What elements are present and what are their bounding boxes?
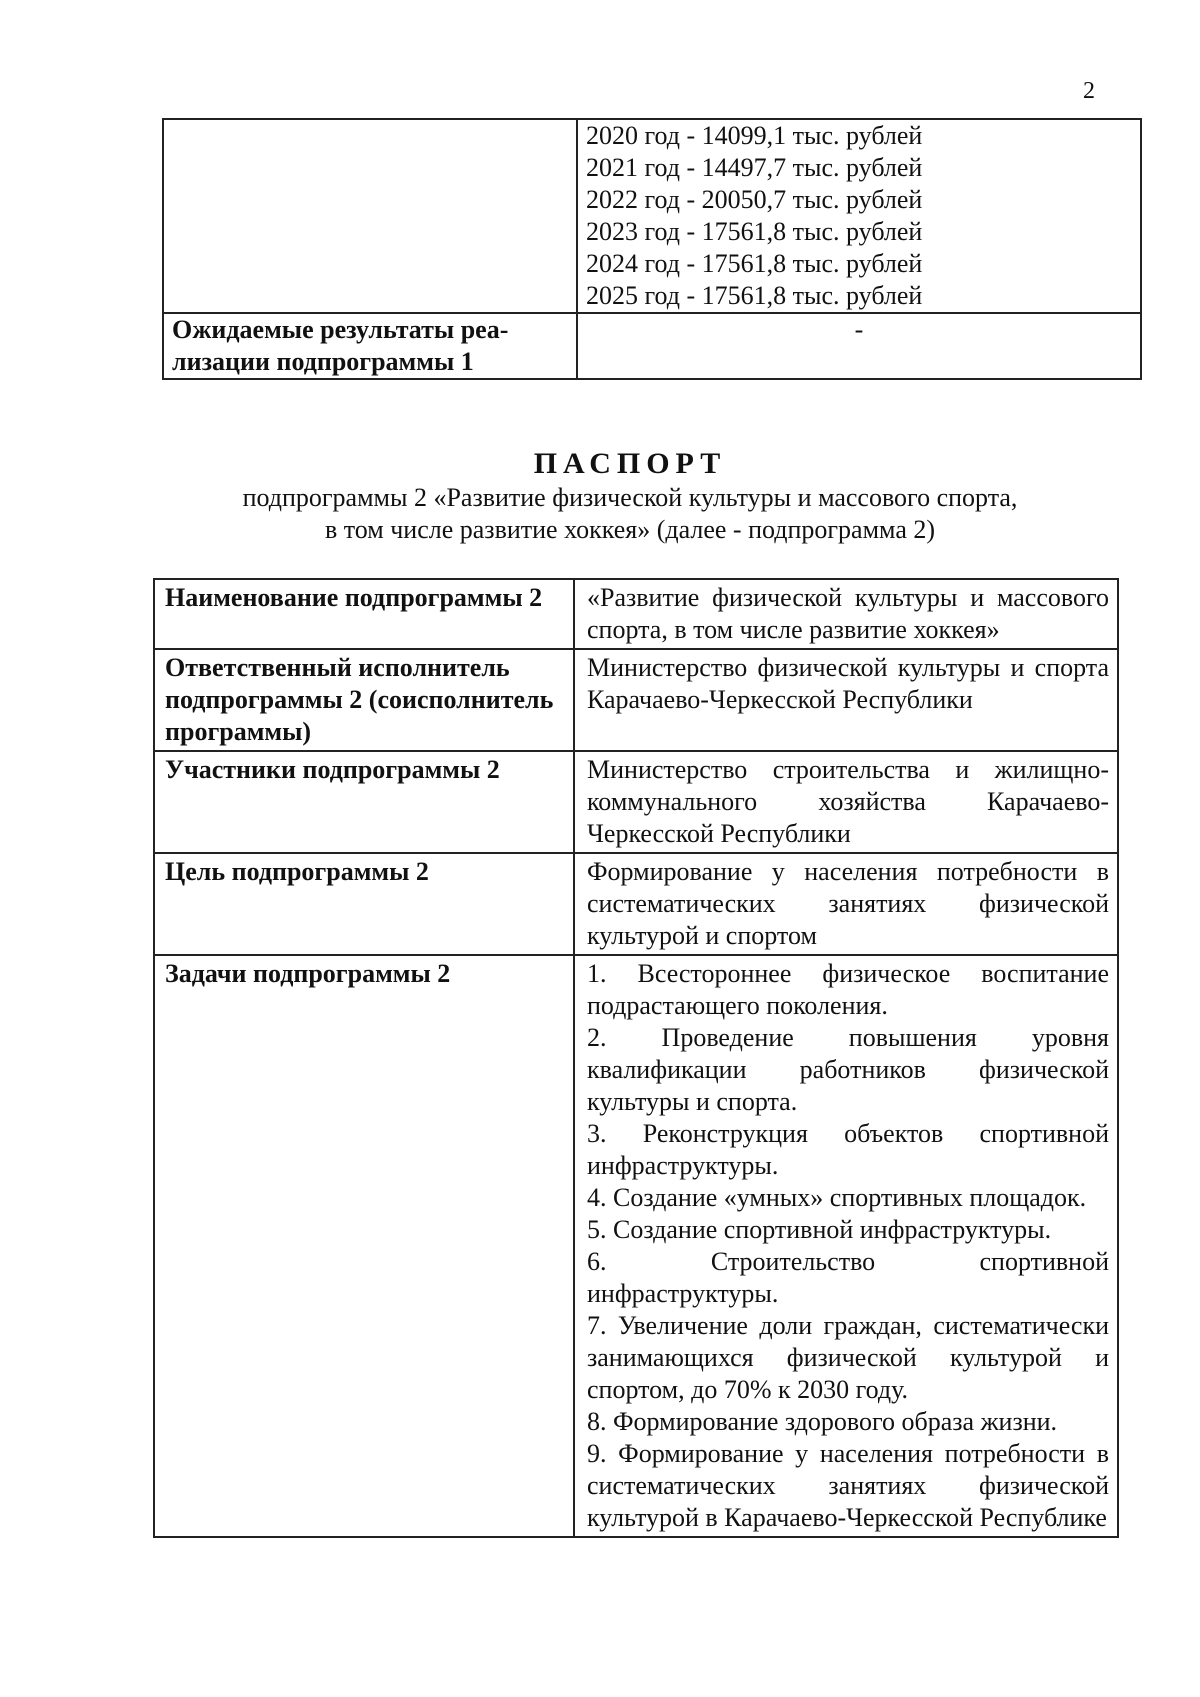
passport-table <box>153 578 1119 1538</box>
row-label: Цель подпрограммы 2 <box>154 853 574 955</box>
row-label: Участники подпрограммы 2 <box>154 751 574 853</box>
task-item: 1. Всестороннее физическое воспитание подрастающего поколения. <box>587 959 1109 1020</box>
task-item: 2. Проведение повышения уровня квалификации работников физической культуры и спорта. <box>587 1023 1109 1116</box>
results-label-cell <box>163 313 577 379</box>
tasks-list <box>574 955 1118 1537</box>
funding-line: 2020 год - 14099,1 тыс. рублей <box>586 121 923 150</box>
funding-label-cell <box>163 119 577 313</box>
results-value-cell: - <box>577 313 1141 379</box>
row-value: Министерство физической культуры и спорта Карачаево-Черкесской Республики <box>574 649 1118 751</box>
results-label-line: Ожидаемые результаты реа- <box>172 315 509 344</box>
passport-subtitle-line: в том числе развитие хоккея» (далее - подпрограмма 2) <box>324 515 936 544</box>
tasks-label: Задачи подпрограммы 2 <box>154 955 574 1537</box>
row-value: «Развитие физической культуры и массового спорта, в том числе развитие хоккея» <box>574 579 1118 649</box>
funding-line: 2023 год - 17561,8 тыс. рублей <box>586 217 923 246</box>
row-value: Формирование у населения потребности в систематических занятиях физической культурой и спортом <box>574 853 1118 955</box>
page-number: 2 <box>1083 78 1095 104</box>
task-item: 9. Формирование у населения потребности в систематических занятиях физической культурой в Карачаево-Черкесской Республике <box>587 1439 1109 1532</box>
task-item: 6. Строительство спортивной инфраструктуры. <box>587 1247 1109 1308</box>
passport-row-goal <box>154 853 1118 955</box>
row-value: Министерство строительства и жилищно-коммунального хозяйства Карачаево-Черкесской Республики <box>574 751 1118 853</box>
results-row <box>163 313 1141 379</box>
funding-line: 2024 год - 17561,8 тыс. рублей <box>586 249 923 278</box>
funding-line: 2021 год - 14497,7 тыс. рублей <box>586 153 923 182</box>
passport-subtitle-line: подпрограммы 2 «Развитие физической культуры и массового спорта, <box>242 483 1018 512</box>
funding-values-cell <box>577 119 1141 313</box>
passport-row-executor <box>154 649 1118 751</box>
funding-line: 2025 год - 17561,8 тыс. рублей <box>586 281 923 310</box>
passport-row-participants <box>154 751 1118 853</box>
task-item: 7. Увеличение доли граждан, систематически занимающихся физической культурой и спортом, до 70% к 2030 году. <box>587 1311 1109 1404</box>
row-label: Наименование подпрограммы 2 <box>154 579 574 649</box>
passport-row-tasks <box>154 955 1118 1537</box>
passport-heading <box>0 446 1200 546</box>
passport-title: ПАСПОРТ <box>533 447 727 480</box>
funding-row <box>163 119 1141 313</box>
task-item: 4. Создание «умных» спортивных площадок. <box>587 1183 1087 1212</box>
results-label-line: лизации подпрограммы 1 <box>172 347 474 376</box>
row-label: Ответственный исполнитель подпрограммы 2 (соисполнитель программы) <box>154 649 574 751</box>
task-item: 8. Формирование здорового образа жизни. <box>587 1407 1058 1436</box>
task-item: 3. Реконструкция объектов спортивной инфраструктуры. <box>587 1119 1109 1180</box>
funding-table <box>162 118 1142 380</box>
funding-line: 2022 год - 20050,7 тыс. рублей <box>586 185 923 214</box>
passport-row-name <box>154 579 1118 649</box>
task-item: 5. Создание спортивной инфраструктуры. <box>587 1215 1052 1244</box>
